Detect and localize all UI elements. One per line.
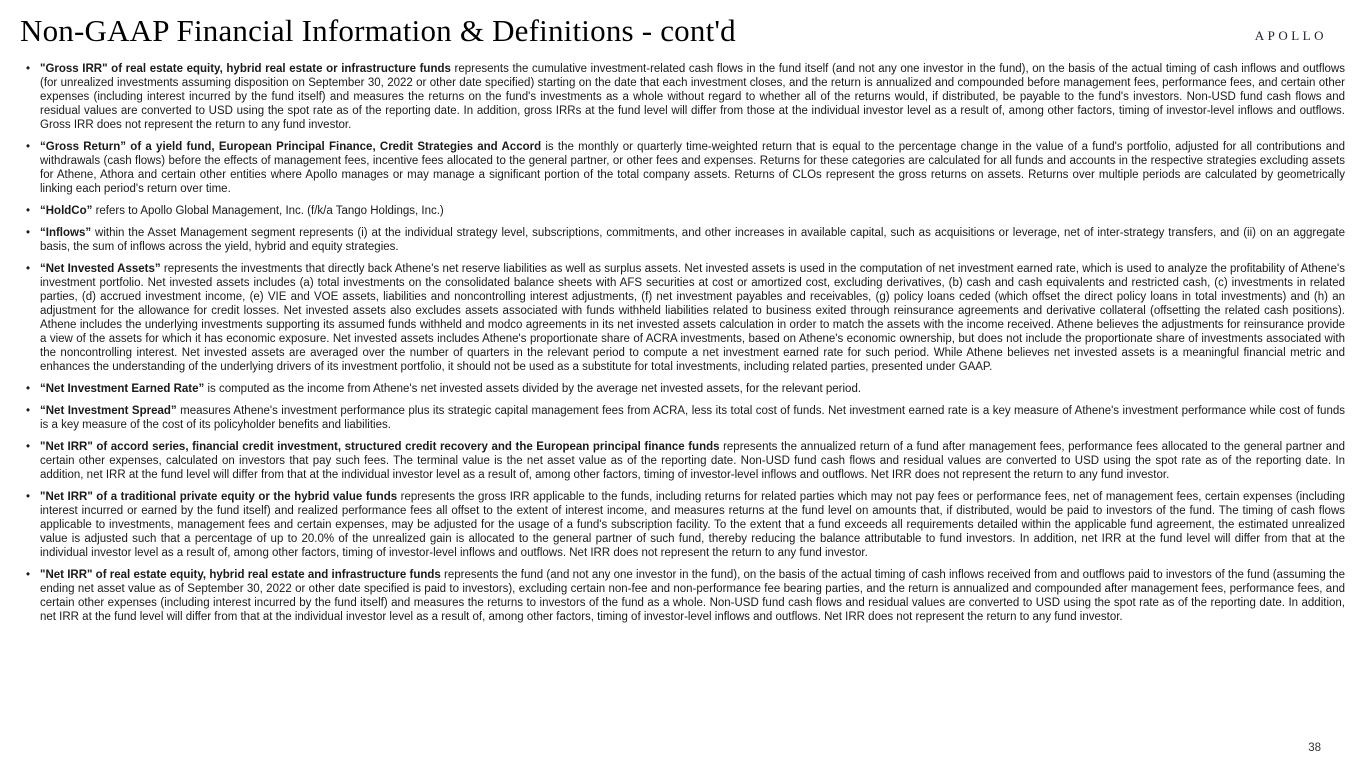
- definition-item-inflows: [26, 226, 1345, 254]
- definition-paragraph: [40, 440, 1345, 482]
- bullet-icon: •: [26, 141, 31, 154]
- definition-term: “Net Investment Spread”: [40, 405, 177, 418]
- definition-paragraph: [40, 490, 1345, 560]
- bullet-icon: •: [26, 441, 31, 454]
- header: [20, 14, 1345, 48]
- definition-term: “Net Invested Assets”: [40, 263, 161, 276]
- bullet-icon: •: [26, 205, 31, 218]
- definition-term: "Net IRR" of a traditional private equity or the hybrid value funds: [40, 491, 398, 504]
- definition-item-net-irr-accord: [26, 440, 1345, 482]
- definition-item-gross-irr-real-estate: [26, 62, 1345, 132]
- definition-paragraph: [40, 226, 1345, 254]
- definition-item-net-invested-assets: [26, 262, 1345, 374]
- definition-term: "Net IRR" of real estate equity, hybrid real estate and infrastructure funds: [40, 569, 441, 582]
- definition-paragraph: [40, 140, 1345, 196]
- definition-paragraph: [40, 262, 1345, 374]
- definition-term: “HoldCo”: [40, 205, 93, 218]
- definition-item-gross-return: [26, 140, 1345, 196]
- bullet-icon: •: [26, 263, 31, 276]
- bullet-icon: •: [26, 227, 31, 240]
- bullet-icon: •: [26, 383, 31, 396]
- page-number: 38: [1308, 742, 1321, 754]
- definition-paragraph: [40, 404, 1345, 432]
- bullet-icon: •: [26, 405, 31, 418]
- bullet-icon: •: [26, 63, 31, 76]
- definition-paragraph: [40, 382, 861, 396]
- definition-text: represents the cumulative investment-related cash flows in the fund itself (and not any one investor in the fund), on the basis of the actual timing of cash inflows and outflows (for unrealized investments assuming disposition on September 30, 2022 or other date specified) starting on the date that each investment closes, and the return is annualized and compounded before management fees, performance fees, and certain other expenses (including interest incurred by the fund itself) and measures the returns on the fund's investments as a whole without regard to whether all of the returns would, if distributed, be payable to the fund's investors. Non-USD fund cash flows and residual values are converted to USD using the spot rate as of the reporting date. In addition, gross IRRs at the fund level will differ from those at the individual investor level as a result of, among other factors, timing of investor-level inflows and outflows. Gross IRR does not represent the return to any fund investor.: [40, 63, 1345, 132]
- definition-text: represents the gross IRR applicable to the funds, including returns for related parties which may not pay fees or performance fees, net of management fees, certain expenses (including interest incurred or earned by the fund itself) and realized performance fees all offset to the extent of interest income, and measures returns at the fund level on amounts that, if distributed, would be paid to investors of the fund. The timing of cash flows applicable to investments, management fees and certain expenses, may be adjusted for the usage of a fund's subscription facility. To the extent that a fund exceeds all requirements detailed within the applicable fund agreement, the estimated unrealized value is adjusted such that a percentage of up to 20.0% of the unrealized gain is allocated to the general partner of such fund, thereby reducing the balance attributable to fund investors. In addition, net IRR at the fund level will differ from that at the individual investor level as a result of, among other factors, timing of investor-level inflows and outflows. Net IRR does not represent the return to any fund investor.: [40, 491, 1345, 560]
- bullet-icon: •: [26, 491, 31, 504]
- definition-term: “Gross Return” of a yield fund, European Principal Finance, Credit Strategies and Accord: [40, 141, 542, 154]
- definition-item-net-irr-private-equity: [26, 490, 1345, 560]
- definition-text: measures Athene's investment performance plus its strategic capital management fees from ACRA, less its total cost of funds. Net investment earned rate is a key measure of Athene's investment performance while cost of funds is a key measure of the cost of its policyholder benefits and liabilities.: [40, 405, 1345, 432]
- definition-item-net-irr-real-estate: [26, 568, 1345, 624]
- definition-text: represents the annualized return of a fund after management fees, performance fees allocated to the general partner and certain other expenses, calculated on investors that pay such fees. The terminal value is the net asset value as of the reporting date. Non-USD fund cash flows and residual values are converted to USD using the spot rate as of the reporting date. In addition, net IRR at the fund level will differ from that at the individual investor level as a result of, among other factors, timing of investor-level inflows and outflows. Net IRR does not represent the return to any fund investor.: [40, 441, 1345, 482]
- definition-term: “Inflows”: [40, 227, 92, 240]
- definition-item-net-investment-spread: [26, 404, 1345, 432]
- definition-text: represents the fund (and not any one investor in the fund), on the basis of the actual timing of cash inflows received from and outflows paid to investors of the fund (assuming the ending net asset value as of September 30, 2022 or other date specified is paid to investors), excluding certain non-fee and non-performance fee bearing parties, and the return is annualized and compounded after management fees, performance fees, and certain other expenses (including interest incurred by the fund itself) and measures the returns to investors of the fund as a whole. Non-USD fund cash flows and residual values are converted to USD using the spot rate as of the reporting date. In addition, net IRR at the fund level will differ from that at the individual investor level as a result of, among other factors, timing of investor-level inflows and outflows. Net IRR does not represent the return to any fund investor.: [40, 569, 1345, 624]
- apollo-logo: APOLLO: [1254, 28, 1327, 43]
- definition-text: is the monthly or quarterly time-weighted return that is equal to the percentage change in the value of a fund's portfolio, adjusted for all contributions and withdrawals (cash flows) before the effects of management fees, incentive fees allocated to the general partner, or other fees and expenses. Returns for these categories are calculated for all funds and accounts in the respective strategies excluding assets for Athene, Athora and certain other entities where Apollo manages or may manage a significant portion of the total company assets. Returns of CLOs represent the gross returns on assets. Returns over multiple periods are calculated by geometrically linking each period's return over time.: [40, 141, 1345, 196]
- bullet-icon: •: [26, 569, 31, 582]
- definitions-list: [20, 62, 1345, 624]
- definition-item-net-investment-earned-rate: [26, 382, 1345, 396]
- definition-term: “Net Investment Earned Rate”: [40, 383, 205, 396]
- definition-text: within the Asset Management segment represents (i) at the individual strategy level, subscriptions, commitments, and other increases in available capital, such as acquisitions or leverage, net of inter-strategy transfers, and (ii) on an aggregate basis, the sum of inflows across the yield, hybrid and equity strategies.: [40, 227, 1345, 254]
- definition-term: "Gross IRR" of real estate equity, hybrid real estate or infrastructure funds: [40, 63, 451, 76]
- definition-text: refers to Apollo Global Management, Inc. (f/k/a Tango Holdings, Inc.): [92, 205, 444, 218]
- definition-text: is computed as the income from Athene's net invested assets divided by the average net invested assets, for the relevant period.: [204, 383, 862, 396]
- definition-paragraph: [40, 62, 1345, 132]
- page-title: Non-GAAP Financial Information & Definitions - cont'd: [20, 13, 736, 48]
- definition-term: "Net IRR" of accord series, financial credit investment, structured credit recovery and the European principal finance funds: [40, 441, 720, 454]
- definition-paragraph: [40, 204, 444, 218]
- definition-paragraph: [40, 568, 1345, 624]
- definition-item-holdco: [26, 204, 1345, 218]
- definition-text: represents the investments that directly back Athene's net reserve liabilities as well as surplus assets. Net invested assets is used in the computation of net investment earned rate, which is used to analyze the profitability of Athene's investment portfolio. Net invested assets includes (a) total investments on the consolidated balance sheets with AFS securities at cost or amortized cost, excluding derivatives, (b) cash and cash equivalents and restricted cash, (c) investments in related parties, (d) accrued investment income, (e) VIE and VOE assets, liabilities and noncontrolling interest adjustments, (f) net investment payables and receivables, (g) policy loans ceded (which offset the direct policy loans in total investments) and (h) an adjustment for the allowance for credit losses. Net invested assets also excludes assets associated with funds withheld liabilities related to business exited through reinsurance agreements and derivative collateral (offsetting the related cash positions). Athene includes the underlying investments supporting its assumed funds withheld and modco agreements in its net invested assets calculation in order to match the assets with the income received. Athene believes the adjustments for reinsurance provide a view of the assets for which it has economic exposure. Net invested assets includes Athene's proportionate share of ACRA investments, based on Athene's economic ownership, but does not include the proportionate share of investments associated with the noncontrolling interest. Net invested assets are averaged over the number of quarters in the relevant period to compute a net investment earned rate for such period. While Athene believes net invested assets is a meaningful financial metric and enhances the understanding of the underlying drivers of its investment portfolio, it should not be used as a substitute for total investments, including related parties, presented under GAAP.: [40, 263, 1345, 374]
